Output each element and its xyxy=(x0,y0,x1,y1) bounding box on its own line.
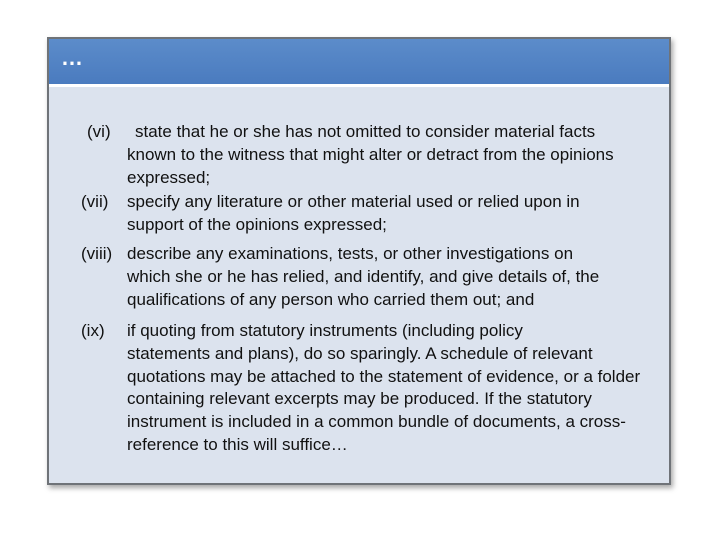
item-continuation: known to the witness that might alter or detract from the opinions expressed; xyxy=(127,144,614,187)
list-item-vi xyxy=(81,121,661,189)
item-first-line: state that he or she has not omitted to consider material facts xyxy=(135,122,596,141)
item-number: (vi) xyxy=(87,122,111,141)
item-continuation: statements and plans), do so sparingly. A schedule of relevant quotations may be attached to the statement of evidence, or a folder containing relevant excerpts may be produced. If the statutory instrument is included in a common bundle of documents, a cross-reference to this will suffice… xyxy=(127,343,641,454)
header-title: … xyxy=(61,45,84,70)
list-item-viii xyxy=(81,243,661,311)
item-number: (ix) xyxy=(81,321,105,340)
item-continuation: support of the opinions expressed; xyxy=(127,214,387,234)
item-first-line: describe any examinations, tests, or other investigations on xyxy=(127,244,574,263)
content-body xyxy=(49,91,669,483)
item-number: (viii) xyxy=(81,244,113,263)
content-frame xyxy=(47,37,671,485)
item-first-line: specify any literature or other material used or relied upon in xyxy=(127,192,580,211)
item-first-line: if quoting from statutory instruments (including policy xyxy=(127,321,523,340)
list-item-vii xyxy=(81,191,661,237)
item-number: (vii) xyxy=(81,192,109,211)
item-continuation: which she or he has relied, and identify, and give details of, the qualifications of any person who carried them out; and xyxy=(127,266,600,309)
header-bar xyxy=(49,39,669,87)
list-item-ix xyxy=(81,320,661,457)
